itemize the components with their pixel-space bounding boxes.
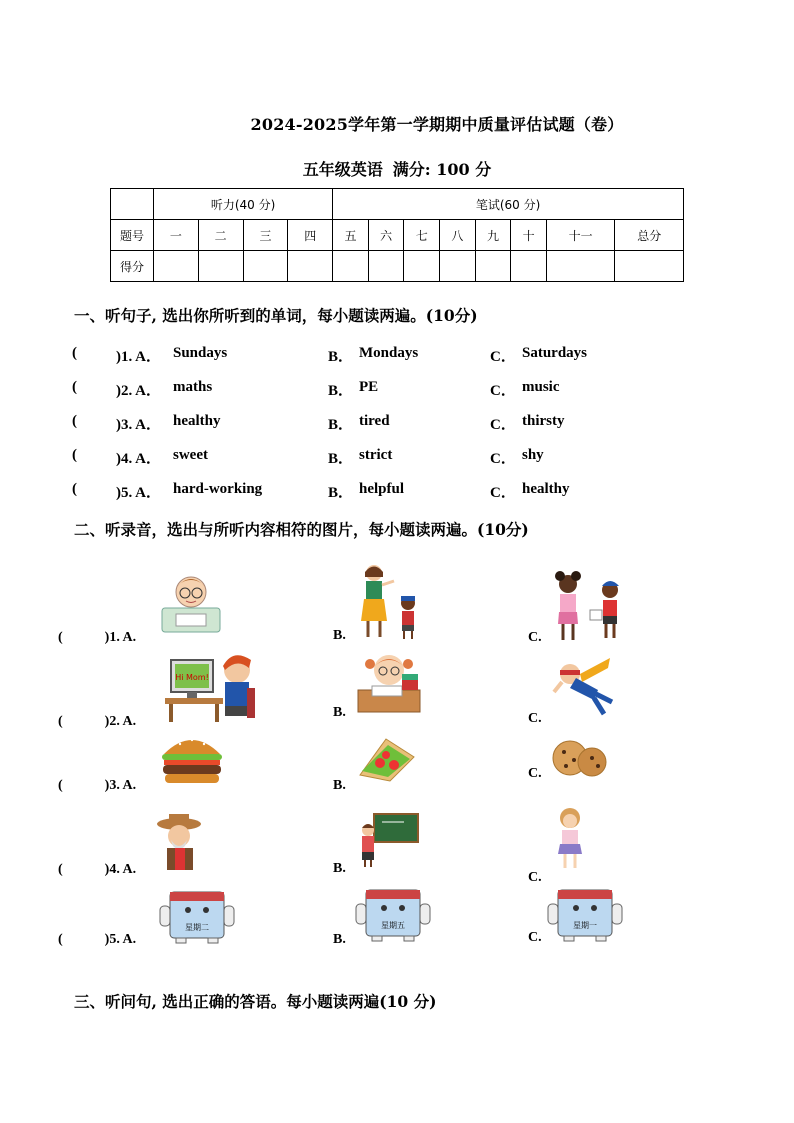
- s2-q3-b-label: B.: [333, 778, 346, 793]
- option-b-prefix: B．: [328, 383, 354, 399]
- col-header: 七: [404, 220, 440, 251]
- s2-q2-label: ( )2. A.: [58, 714, 137, 729]
- option-b: tired: [359, 413, 390, 429]
- option-c: thirsty: [522, 413, 565, 429]
- sandwich-picture: [356, 735, 418, 785]
- s2-q1-b-label: B.: [333, 628, 346, 643]
- computer-screen-text: Hi Mom!: [175, 673, 209, 682]
- col-header: 二: [198, 220, 243, 251]
- option-b-prefix: B．: [328, 451, 354, 467]
- s2-q5-b-label: B.: [333, 932, 346, 947]
- girl-reading-book-picture: [356, 650, 422, 720]
- teacher-at-blackboard-picture: [356, 812, 420, 868]
- score-cell[interactable]: [333, 251, 369, 282]
- answer-paren[interactable]: (: [72, 379, 77, 395]
- option-b: PE: [359, 379, 379, 395]
- row-label-number: 题号: [111, 220, 154, 251]
- option-c-prefix: C．: [490, 451, 516, 467]
- s2-q2-c-label: C.: [528, 711, 542, 726]
- s2-q5-label: ( )5. A.: [58, 932, 137, 947]
- answer-paren[interactable]: (: [72, 481, 77, 497]
- question-number: )4. A．: [116, 451, 162, 467]
- s2-q5-c-label: C.: [528, 930, 542, 945]
- option-a: hard-working: [173, 481, 263, 497]
- col-header: 总分: [615, 220, 684, 251]
- question-number: )2. A．: [116, 383, 162, 399]
- col-header: 九: [475, 220, 511, 251]
- grade-subject: 五年级英语: [302, 160, 383, 179]
- col-header: 十: [511, 220, 547, 251]
- s2-q3-label: ( )3. A.: [58, 778, 137, 793]
- group-writing: 笔试(60 分): [333, 189, 684, 220]
- col-header: 十一: [546, 220, 614, 251]
- option-c: shy: [522, 447, 544, 463]
- shy-girl-picture: [552, 806, 588, 872]
- answer-paren[interactable]: (: [72, 447, 77, 463]
- score-cell[interactable]: [404, 251, 440, 282]
- col-header: 八: [440, 220, 476, 251]
- option-c-prefix: C．: [490, 417, 516, 433]
- option-a: sweet: [173, 447, 208, 463]
- calendar-label: 星期五: [381, 921, 405, 930]
- teacher-and-girl-picture: [354, 563, 426, 641]
- calendar-tuesday-picture: [158, 886, 236, 944]
- option-b-prefix: B．: [328, 349, 354, 365]
- col-header: 三: [243, 220, 288, 251]
- hamburger-picture: [160, 732, 224, 786]
- answer-paren[interactable]: (: [72, 413, 77, 429]
- option-a: maths: [173, 379, 213, 395]
- cookies-picture: [550, 738, 610, 778]
- score-cell[interactable]: [368, 251, 404, 282]
- question-number: )5. A．: [116, 485, 162, 501]
- score-cell[interactable]: [475, 251, 511, 282]
- s2-q3-c-label: C.: [528, 766, 542, 781]
- col-header: 一: [154, 220, 199, 251]
- col-header: 五: [333, 220, 369, 251]
- col-header: 四: [288, 220, 333, 251]
- section2-heading: 二、听录音，选出与所听内容相符的图片，每小题读两遍。(10分): [74, 520, 529, 539]
- row-label-score: 得分: [111, 251, 154, 282]
- s2-q1-c-label: C.: [528, 630, 542, 645]
- score-cell[interactable]: [546, 251, 614, 282]
- option-b-prefix: B．: [328, 417, 354, 433]
- calendar-label: 星期一: [573, 921, 597, 930]
- question-number: )3. A．: [116, 417, 162, 433]
- option-b: Mondays: [359, 345, 419, 361]
- option-c-prefix: C．: [490, 349, 516, 365]
- full-score: 满分: 100 分: [392, 160, 492, 179]
- boy-reading-picture: [160, 570, 222, 634]
- group-listening: 听力(40 分): [154, 189, 333, 220]
- calendar-label: 星期二: [185, 923, 209, 932]
- section1-heading: 一、听句子, 选出你所听到的单词，每小题读两遍。(10分): [74, 306, 478, 325]
- two-girls-picture: [550, 570, 630, 642]
- score-cell[interactable]: [511, 251, 547, 282]
- option-c: healthy: [522, 481, 570, 497]
- option-c: Saturdays: [522, 345, 588, 361]
- question-number: )1. A．: [116, 349, 162, 365]
- option-c: music: [522, 379, 560, 395]
- calendar-friday-picture: [354, 884, 432, 942]
- score-cell[interactable]: [288, 251, 333, 282]
- s2-q4-label: ( )4. A.: [58, 862, 137, 877]
- superhero-kid-picture: [550, 654, 616, 720]
- s2-q2-b-label: B.: [333, 705, 346, 720]
- option-a: healthy: [173, 413, 221, 429]
- calendar-monday-picture: [546, 884, 624, 942]
- answer-paren[interactable]: (: [72, 345, 77, 361]
- page-title: 2024-2025学年第一学期期中质量评估试题（卷）: [250, 115, 624, 134]
- option-a: Sundays: [173, 345, 228, 361]
- page-subtitle: [0, 157, 794, 180]
- score-cell[interactable]: [154, 251, 199, 282]
- section3-heading: 三、听问句, 选出正确的答语。每小题读两遍(10 分): [74, 992, 437, 1011]
- score-cell[interactable]: [198, 251, 243, 282]
- s2-q4-b-label: B.: [333, 861, 346, 876]
- score-table: [110, 188, 684, 282]
- col-header: 六: [368, 220, 404, 251]
- score-cell[interactable]: [243, 251, 288, 282]
- option-b: helpful: [359, 481, 405, 497]
- score-cell[interactable]: [440, 251, 476, 282]
- boy-at-computer-picture: [163, 648, 259, 724]
- option-c-prefix: C．: [490, 383, 516, 399]
- s2-q4-c-label: C.: [528, 870, 542, 885]
- option-b: strict: [359, 447, 393, 463]
- option-c-prefix: C．: [490, 485, 516, 501]
- s2-q1-label: ( )1. A.: [58, 630, 137, 645]
- option-b-prefix: B．: [328, 485, 354, 501]
- score-cell[interactable]: [615, 251, 684, 282]
- old-man-picture: [155, 812, 207, 872]
